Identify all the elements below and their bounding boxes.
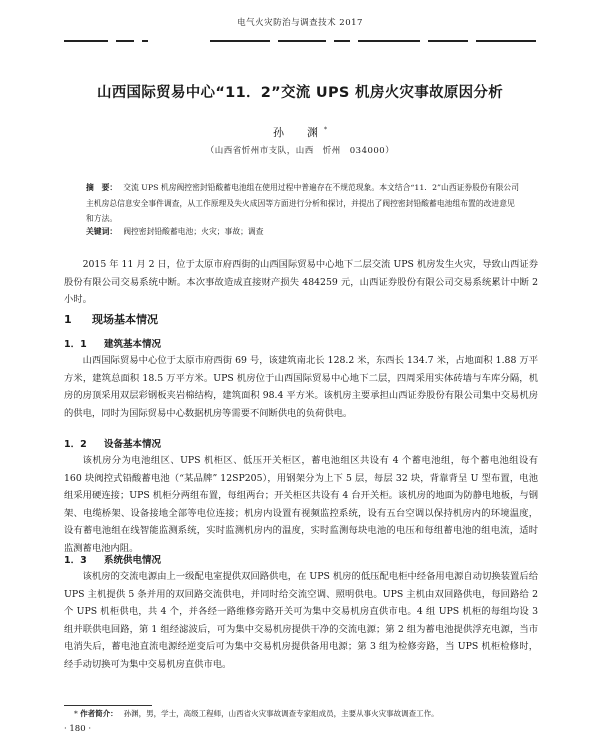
abstract-text: 交流 UPS 机房阀控密封铅酸蓄电池组在使用过程中普遍存在不规范现象。本文结合“11．2”山西证券股份有限公司主机房总信息安全事件调查，从工作原理及失火成因等方面进行分析和探讨，并提出了阀控密封铅酸蓄电池组布置的改进意见和方法。 xyxy=(86,183,520,223)
paper-title: 山西国际贸易中心“11．2”交流 UPS 机房火灾事故原因分析 xyxy=(96,85,504,101)
subsection-title: 系统供电情况 xyxy=(104,555,162,566)
section-title: 现场基本情况 xyxy=(92,313,158,326)
subsection-number: 1．2 xyxy=(64,439,87,450)
intro-paragraph: 2015 年 11 月 2 日，位于太原市府西街的山西国际贸易中心地下二层交流 UPS 机房发生火灾，导致山西证券股份有限公司交易系统中断。本次事故造成直接财产损失 484259 元，山西证券股份有限公司交易系统累计中断 2 小时。 xyxy=(64,259,538,305)
footnote-mark: * xyxy=(74,709,78,718)
header-rule xyxy=(64,40,536,44)
subsection-heading xyxy=(64,436,161,450)
subsection-heading xyxy=(64,336,161,350)
author-footnote xyxy=(74,708,538,719)
author-line xyxy=(0,124,600,140)
keywords-text: 阀控密封铅酸蓄电池；火灾；事故；调查 xyxy=(123,227,264,236)
subsection-number: 1．3 xyxy=(64,555,87,566)
section-number: 1 xyxy=(64,313,72,326)
page-number: · 180 · xyxy=(64,724,92,734)
running-head: 电气火灾防治与调查技术 2017 xyxy=(237,18,363,28)
abstract xyxy=(86,180,522,227)
paragraph-equipment: 该机房分为电池组区、UPS 机柜区、低压开关柜区，蓄电池组区共设有 4 个蓄电池组，每个蓄电池组设有 160 块阀控式铅酸蓄电池（“某品牌” 12SP205），用钢架分为上下 5 层，每层 32 块，背靠背呈 U 型布置，电池组采用硬连接；UPS 机柜分两组布置，每组两台；开关柜区共设有 4 台开关柜。该机房的地面为防静电地板，与钢架、电缆桥架、设备接地全部等电位连接；机房内设置有视频监控系统，设有五台空调以保持机房内的环境温度，设有蓄电池组在线智能监测系统，实时监测机房内的温度，实时监测每块电池的电压和每组蓄电池的组电流，适时监测蓄电池内阻。 xyxy=(64,455,538,554)
paragraph-building: 山西国际贸易中心位于太原市府西街 69 号，该建筑南北长 128.2 米，东西长 134.7 米，占地面积 1.88 万平方米，建筑总面积 18.5 万平方米。UPS 机房位于山西国际贸易中心地下二层，四周采用实体砖墙与车库分隔，机房的房顶采用双层彩钢板夹岩棉结构，建筑面积 98.4 平方米。该机房主要承担山西证券股份有限公司集中交易机房的供电，同时为国际贸易中心数据机房等需要不间断供电的负荷供电。 xyxy=(64,355,538,419)
footnote-text: 孙渊，男，学士，高级工程师，山西省火灾事故调查专家组成员，主要从事火灾事故调查工作。 xyxy=(123,709,439,718)
author-footnote-mark: * xyxy=(324,126,327,134)
subsection-title: 建筑基本情况 xyxy=(104,339,162,350)
footnote-label: 作者简介： xyxy=(80,709,118,718)
section-heading xyxy=(64,311,158,327)
subsection-heading xyxy=(64,552,161,566)
footnote-rule xyxy=(64,705,152,706)
abstract-label: 摘 要： xyxy=(86,183,118,192)
keywords-label: 关键词： xyxy=(86,227,118,236)
keywords xyxy=(86,225,522,239)
subsection-number: 1．1 xyxy=(64,339,87,350)
affiliation: （山西省忻州市支队，山西 忻州 034000） xyxy=(205,146,395,156)
paragraph-power-supply: 该机房的交流电源由上一级配电室提供双回路供电，在 UPS 机房的低压配电柜中经备用电源自动切换装置后给 UPS 主机提供 5 条并用的双回路交流供电，并同时给交流空调、照明供电。UPS 主机由双回路供电，每回路给 2 个 UPS 机柜供电，共 4 个，并各经一路维修旁路开关可为集中交易机房直供市电。4 组 UPS 机柜的每组均设 3 组并联供电回路，第 1 组经滤波后，可为集中交易机房提供干净的交流电源；第 2 组为蓄电池提供浮充电源，当市电消失后，蓄电池直流电源经逆变后可为集中交易机房提供备用电源；第 3 组为检修旁路，当 UPS 机柜检修时，经手动切换可为集中交易机房直供市电。 xyxy=(64,571,538,670)
subsection-title: 设备基本情况 xyxy=(104,439,162,450)
author-name: 孙 渊 xyxy=(273,126,324,139)
